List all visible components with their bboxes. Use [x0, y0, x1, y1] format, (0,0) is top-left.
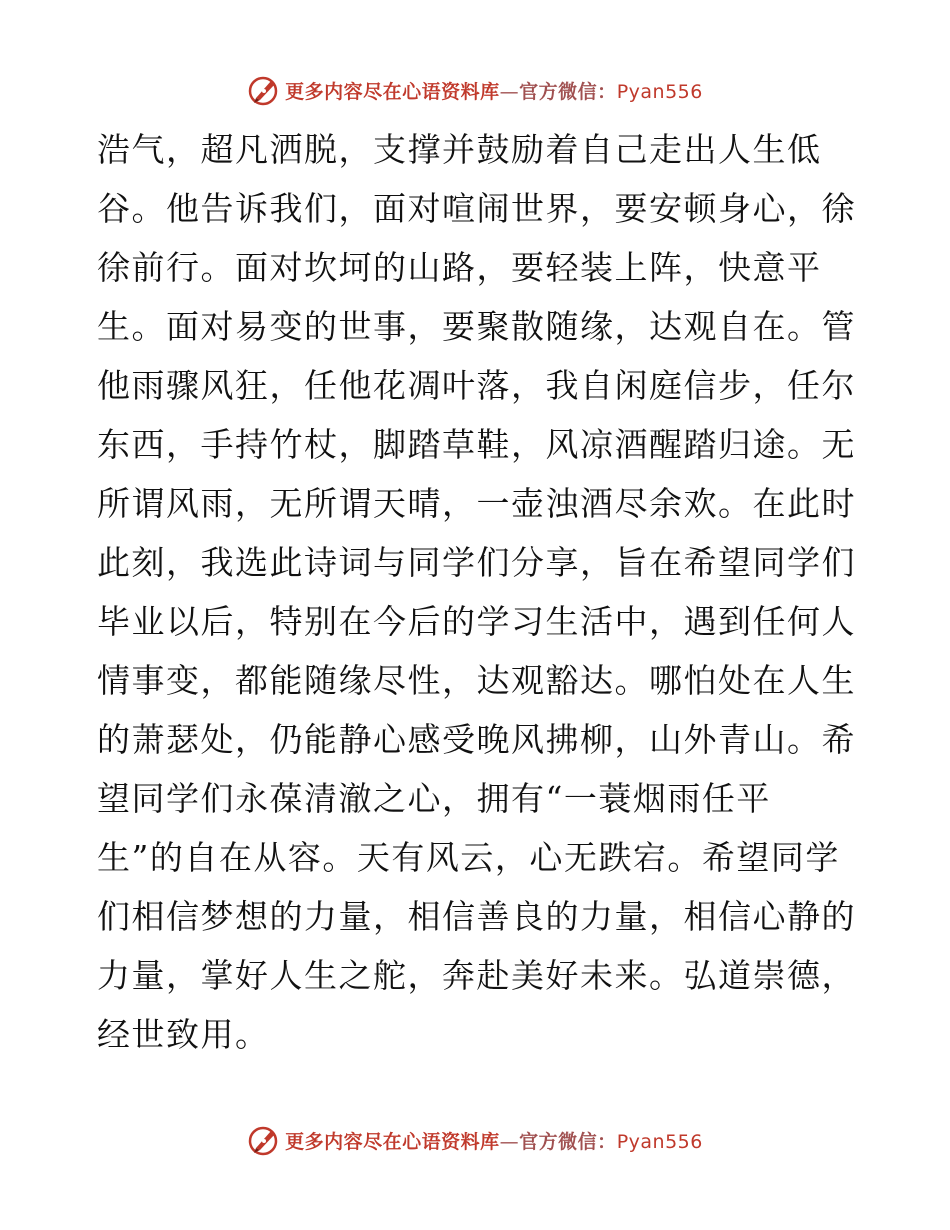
body-line: 经世致用。 [97, 1015, 270, 1054]
body-line: 们相信梦想的力量，相信善良的力量，相信心静的 [97, 897, 856, 936]
body-line: 毕业以后，特别在今后的学习生活中，遇到任何人 [97, 602, 856, 641]
body-line: 此刻，我选此诗词与同学们分享，旨在希望同学们 [97, 543, 856, 582]
pen-logo-icon [247, 73, 281, 107]
body-line: 谷。他告诉我们，面对喧闹世界，要安顿身心，徐 [97, 189, 856, 228]
body-line: 所谓风雨，无所谓天晴，一壶浊酒尽余欢。在此时 [97, 484, 856, 523]
body-line: 望同学们永葆清澈之心，拥有“一蓑烟雨任平 [97, 779, 771, 818]
header-banner [0, 70, 950, 110]
header-wechat-label: 官方微信： [519, 80, 617, 103]
header-text [285, 77, 703, 104]
footer-text [285, 1127, 703, 1154]
body-line: 的萧瑟处，仍能静心感受晚风拂柳，山外青山。希 [97, 720, 856, 759]
footer-wechat-label: 官方微信： [519, 1130, 617, 1153]
body-line: 浩气，超凡洒脱，支撑并鼓励着自己走出人生低 [97, 130, 822, 169]
body-line: 情事变，都能随缘尽性，达观豁达。哪怕处在人生 [97, 661, 856, 700]
footer-wechat-id: Pyan556 [616, 1130, 703, 1153]
header-separator: — [499, 80, 520, 103]
footer-banner [0, 1120, 950, 1160]
body-line: 徐前行。面对坎坷的山路，要轻装上阵，快意平 [97, 248, 822, 287]
footer-site-text: 更多内容尽在心语资料库 [285, 1130, 500, 1153]
body-line: 东西，手持竹杖，脚踏草鞋，风凉酒醒踏归途。无 [97, 425, 856, 464]
body-line: 他雨骤风狂，任他花凋叶落，我自闲庭信步，任尔 [97, 366, 856, 405]
document-body [97, 120, 857, 1064]
footer-separator: — [499, 1130, 520, 1153]
pen-logo-icon [247, 1123, 281, 1157]
header-site-text: 更多内容尽在心语资料库 [285, 80, 500, 103]
body-line: 生。面对易变的世事，要聚散随缘，达观自在。管 [97, 307, 856, 346]
header-wechat-id: Pyan556 [616, 80, 703, 103]
body-line: 力量，掌好人生之舵，奔赴美好未来。弘道崇德， [97, 956, 856, 995]
body-line: 生”的自在从容。天有风云，心无跌宕。希望同学 [97, 838, 840, 877]
